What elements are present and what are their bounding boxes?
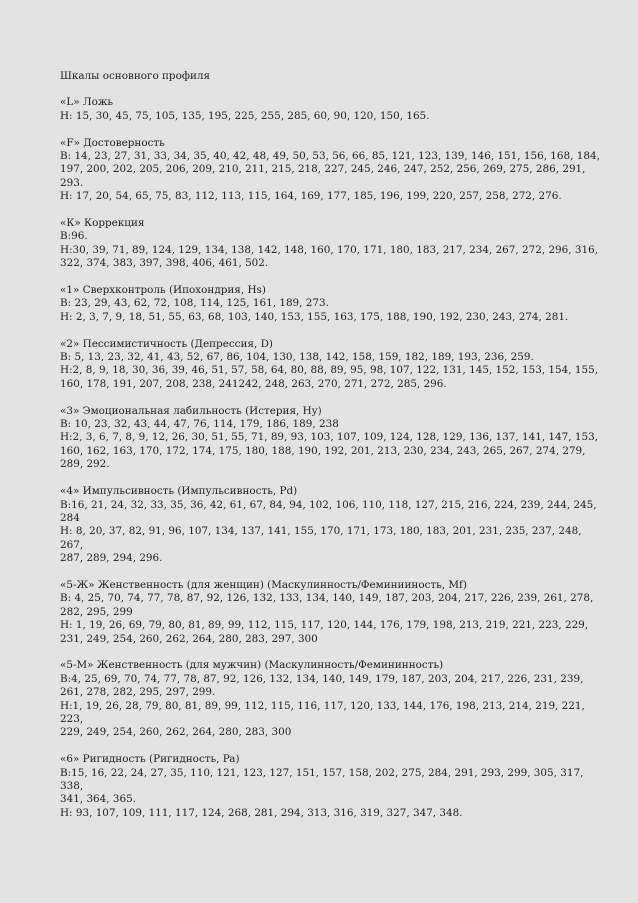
scale-items-line: 282, 295, 299	[60, 605, 133, 618]
scale-items-line: 322, 374, 383, 397, 398, 406, 461, 502.	[60, 257, 269, 270]
scale-items-line: 231, 249, 254, 260, 262, 264, 280, 283, 297, 300	[60, 632, 318, 645]
scale-items-line: 229, 249, 254, 260, 262, 264, 280, 283, 300	[60, 726, 292, 739]
scale-items-line: В: 14, 23, 27, 31, 33, 34, 35, 40, 42, 48, 49, 50, 53, 56, 66, 85, 121, 123, 139, 146, 151, 156, 168, 184,	[60, 150, 600, 163]
scale-section	[60, 217, 602, 271]
scale-section	[60, 753, 602, 820]
scale-items-line: 287, 289, 294, 296.	[60, 552, 163, 565]
scale-heading: «3» Эмоциональная лабильность (Истерия, Hy)	[60, 404, 322, 417]
scale-heading: «К» Коррекция	[60, 217, 145, 230]
scale-items-line: В: 5, 13, 23, 32, 41, 43, 52, 67, 86, 104, 130, 138, 142, 158, 159, 182, 189, 193, 236, 259.	[60, 351, 534, 364]
scale-section	[60, 485, 602, 565]
scale-items-line: Н:1, 19, 26, 28, 79, 80, 81, 89, 99, 112, 115, 116, 117, 120, 133, 144, 176, 198, 213, 214, 219, 221, 223,	[60, 699, 585, 725]
scale-section	[60, 659, 602, 739]
scale-items-line: В: 10, 23, 32, 43, 44, 47, 76, 114, 179, 186, 189, 238	[60, 418, 339, 431]
scale-items-line: 160, 178, 191, 207, 208, 238, 241242, 248, 263, 270, 271, 272, 285, 296.	[60, 377, 447, 390]
scale-items-line: Н: 2, 3, 7, 9, 18, 51, 55, 63, 68, 103, 140, 153, 155, 163, 175, 188, 190, 192, 230, 243, 274, 281.	[60, 310, 569, 323]
scale-items-line: 160, 162, 163, 170, 172, 174, 175, 180, 188, 190, 192, 201, 213, 230, 234, 243, 265, 267, 274, 279,	[60, 444, 586, 457]
scale-section	[60, 137, 602, 204]
scale-items-line: Н:2, 8, 9, 18, 30, 36, 39, 46, 51, 57, 58, 64, 80, 88, 89, 95, 98, 107, 122, 131, 145, 152, 153, 154, 155,	[60, 364, 598, 377]
scale-section	[60, 96, 602, 123]
scale-items-line: Н: 1, 19, 26, 69, 79, 80, 81, 89, 99, 112, 115, 117, 120, 144, 176, 179, 198, 213, 219, 221, 223, 229,	[60, 619, 589, 632]
scale-items-line: В: 23, 29, 43, 62, 72, 108, 114, 125, 161, 189, 273.	[60, 297, 329, 310]
scale-items-line: 341, 364, 365.	[60, 793, 137, 806]
scale-section	[60, 338, 602, 392]
page-title: Шкалы основного профиля	[60, 70, 211, 82]
scale-heading: «2» Пессимистичность (Депрессия, D)	[60, 337, 273, 350]
scale-items-line: Н:2, 3, 6, 7, 8, 9, 12, 26, 30, 51, 55, 71, 89, 93, 103, 107, 109, 124, 128, 129, 136, 137, 141, 147, 153,	[60, 431, 598, 444]
scale-section	[60, 579, 602, 646]
scale-heading: «L» Ложь	[60, 96, 114, 109]
scale-items-line: 197, 200, 202, 205, 206, 209, 210, 211, 215, 218, 227, 245, 246, 247, 252, 256, 269, 275, 286, 291,	[60, 163, 586, 176]
scale-items-line: В:96.	[60, 230, 88, 243]
scale-heading: «5-М» Женственность (для мужчин) (Маскулинность/Фемининность)	[60, 659, 444, 672]
scale-heading: «5-Ж» Женственность (для женщин) (Маскулинность/Феминииность, Mf)	[60, 578, 467, 591]
scale-items-line: Н:30, 39, 71, 89, 124, 129, 134, 138, 142, 148, 160, 170, 171, 180, 183, 217, 234, 267, 272, 296, 316,	[60, 243, 599, 256]
scale-items-line: Н: 93, 107, 109, 111, 117, 124, 268, 281, 294, 313, 316, 319, 327, 347, 348.	[60, 806, 463, 819]
scale-section	[60, 284, 602, 324]
scale-items-line: 261, 278, 282, 295, 297, 299.	[60, 686, 216, 699]
scale-items-line: 289, 292.	[60, 458, 110, 471]
scale-heading: «4» Импульсивность (Импульсивность, Pd)	[60, 485, 298, 498]
scale-items-line: 293.	[60, 176, 84, 189]
scale-section	[60, 405, 602, 472]
scale-items-line: В: 4, 25, 70, 74, 77, 78, 87, 92, 126, 132, 133, 134, 140, 149, 187, 203, 204, 217, 226, 239, 261, 278,	[60, 592, 594, 605]
scale-items-line: В:15, 16, 22, 24, 27, 35, 110, 121, 123, 127, 151, 157, 158, 202, 275, 284, 291, 293, 299, 305, 317, 338,	[60, 766, 584, 792]
scale-items-line: В:4, 25, 69, 70, 74, 77, 78, 87, 92, 126, 132, 134, 140, 149, 179, 187, 203, 204, 217, 226, 231, 239,	[60, 672, 584, 685]
scale-items-line: Н: 15, 30, 45, 75, 105, 135, 195, 225, 255, 285, 60, 90, 120, 150, 165.	[60, 109, 430, 122]
scale-items-line: Н: 8, 20, 37, 82, 91, 96, 107, 134, 137, 141, 155, 170, 171, 173, 180, 183, 201, 231, 235, 237, 248, 267,	[60, 525, 582, 551]
scale-items-line: 284	[60, 511, 80, 524]
scale-heading: «6» Ригидность (Ригидность, Pa)	[60, 753, 240, 766]
scale-heading: «1» Сверхконтроль (Ипохондрия, Hs)	[60, 284, 266, 297]
scale-items-line: В:16, 21, 24, 32, 33, 35, 36, 42, 61, 67, 84, 94, 102, 106, 110, 118, 127, 215, 216, 224, 239, 244, 245,	[60, 498, 597, 511]
scale-items-line: Н: 17, 20, 54, 65, 75, 83, 112, 113, 115, 164, 169, 177, 185, 196, 199, 220, 257, 258, 272, 276.	[60, 190, 562, 203]
scale-list	[60, 96, 602, 820]
scale-heading: «F» Достоверность	[60, 136, 165, 149]
